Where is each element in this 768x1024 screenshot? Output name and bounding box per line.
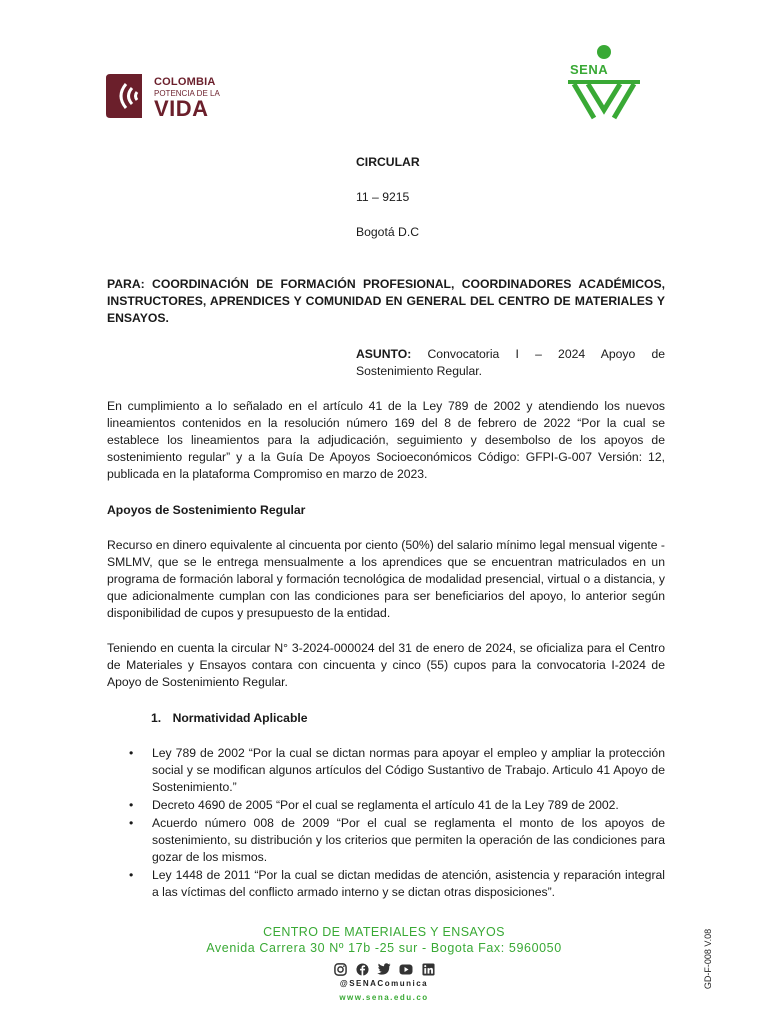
- youtube-icon[interactable]: [399, 962, 413, 976]
- footer-center-name: CENTRO DE MATERIALES Y ENSAYOS: [263, 925, 505, 939]
- list-item-text: Ley 789 de 2002 “Por la cual se dictan normas para apoyar el empleo y ampliar la protección social y se modifican algunos artículos del Código Sustantivo de Trabajo. Articulo 41 Apoyo de Sostenimiento.”: [152, 746, 665, 794]
- footer-social-handle: @SENAComunica: [339, 979, 429, 988]
- colombia-potencia-logo: [106, 74, 226, 120]
- cupos-paragraph: Teniendo en cuenta la circular N° 3-2024-000024 del 31 de enero de 2024, se oficializa para el Centro de Materiales y Ensayos contara con cincuenta y cinco (55) cupos para la convocatoria I-2024 de Apoyo de Sostenimiento Regular.: [107, 641, 665, 689]
- asunto-text: Convocatoria I – 2024 Apoyo de Sostenimiento Regular.: [356, 347, 665, 378]
- page-footer: [0, 925, 768, 1002]
- circular-number: 11 – 9215: [356, 190, 410, 204]
- list-item: [107, 745, 665, 796]
- list-item: [107, 797, 665, 814]
- footer-address: Avenida Carrera 30 Nº 17b -25 sur - Bogota Fax: 5960050: [206, 941, 562, 955]
- logo-text-vida: VIDA: [154, 96, 209, 121]
- bullet-icon: •: [129, 868, 134, 882]
- social-icons: [0, 962, 768, 976]
- bullet-icon: •: [129, 746, 134, 760]
- list-item: [107, 867, 665, 901]
- bullet-icon: •: [129, 816, 134, 830]
- list-item: [107, 815, 665, 866]
- intro-paragraph: En cumplimiento a lo señalado en el artículo 41 de la Ley 789 de 2002 y atendiendo los nuevos lineamientos contenidos en la resolución número 169 del 8 de febrero de 2022 “Por la cual se establece los lineamientos para la adjudicación, seguimiento y desembolso de los apoyos de sostenimiento regular” y a la Guía De Apoyos Socioeconómicos Código: GFPI-G-007 Versión: 12, publicada en la plataforma Compromiso en marzo de 2023.: [107, 399, 665, 481]
- facebook-icon[interactable]: [355, 962, 369, 976]
- sena-figure-icon: [566, 44, 642, 120]
- section-paragraph: Recurso en dinero equivalente al cincuenta por ciento (50%) del salario mínimo legal mensual vigente - SMLMV, que se le entrega mensualmente a los aprendices que se encuentran matriculados en un programa de formación laboral y formación tecnológica de modalidad presencial, virtual o a distancia, y que adicionalmente cumplan con las condiciones para ser beneficiarios del apoyo, lo anterior según disponibilidad de cupos y presupuesto de la entidad.: [107, 538, 665, 620]
- form-code-text: GD-F-008 V.08: [703, 928, 714, 990]
- list-item-text: Acuerdo número 008 de 2009 “Por el cual se reglamenta el monto de los apoyos de sostenimiento, su distribución y los criterios que permiten la operación de las condiciones para gozar de los mismos.: [152, 816, 665, 864]
- document-title: CIRCULAR: [356, 155, 420, 169]
- colombia-wave-logo-icon: [106, 74, 150, 118]
- document-city: Bogotá D.C: [356, 225, 420, 239]
- sena-logo: [566, 44, 642, 120]
- footer-website[interactable]: www.sena.edu.co: [339, 993, 429, 1002]
- para-recipients: PARA: COORDINACIÓN DE FORMACIÓN PROFESIONAL, COORDINADORES ACADÉMICOS, INSTRUCTORES, APRENDICES Y COMUNIDAD EN GENERAL DEL CENTRO DE MATERIALES Y ENSAYOS.: [107, 277, 665, 325]
- logo-text-potencia: POTENCIA DE LA: [154, 89, 220, 98]
- normatividad-heading: [151, 710, 308, 727]
- sena-logo-text: SENA: [570, 62, 609, 77]
- bullet-icon: •: [129, 798, 134, 812]
- normatividad-list: [107, 745, 665, 902]
- list-item-text: Decreto 4690 de 2005 “Por el cual se reglamenta el artículo 41 de la Ley 789 de 2002.: [152, 798, 619, 812]
- logo-text-colombia: COLOMBIA: [154, 76, 216, 88]
- asunto-label: ASUNTO:: [356, 347, 412, 361]
- linkedin-icon[interactable]: [421, 962, 435, 976]
- asunto-block: [356, 346, 665, 380]
- normatividad-heading-text: Normatividad Aplicable: [172, 711, 308, 725]
- twitter-icon[interactable]: [377, 962, 391, 976]
- instagram-icon[interactable]: [333, 962, 347, 976]
- section-heading: Apoyos de Sostenimiento Regular: [107, 503, 306, 517]
- list-number: 1.: [151, 711, 162, 725]
- form-code: [700, 930, 726, 994]
- list-item-text: Ley 1448 de 2011 “Por la cual se dictan medidas de atención, asistencia y reparación integral a las víctimas del conflicto armado interno y se dictan otras disposiciones”.: [152, 868, 665, 899]
